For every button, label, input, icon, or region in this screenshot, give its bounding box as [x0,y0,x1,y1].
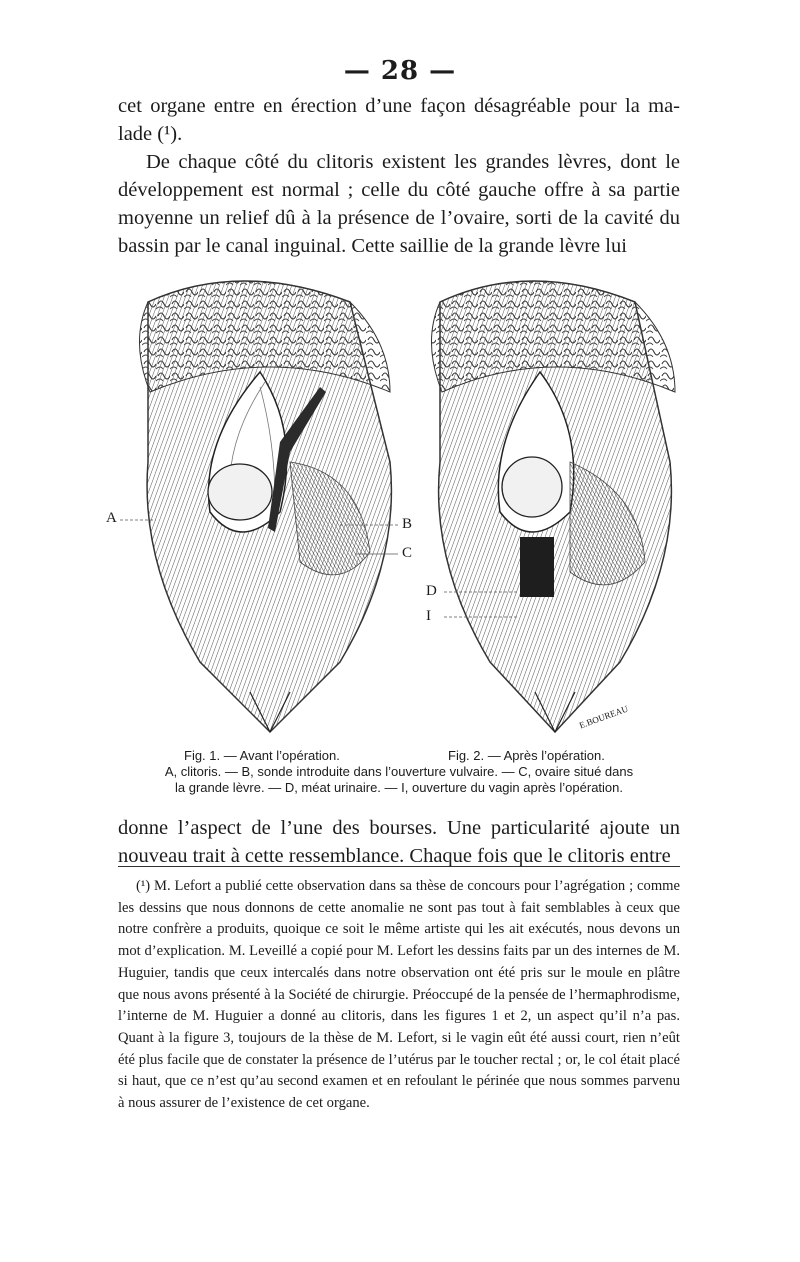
label-a: A [106,510,117,526]
engraving-illustration [100,262,720,742]
label-b: B [402,516,413,532]
footnote-divider [118,866,680,867]
label-i: I [426,608,431,624]
figure-1-drawing [120,281,398,732]
fig1-caption: Fig. 1. — Avant l’opération. [184,748,340,763]
text-line: lade (¹). [118,123,183,145]
body-paragraph-bottom: donne l’aspect de l’une des bourses. Une particularité ajoute un nouveau trait à cette ressemblance. Chaque fois que le clitoris entre [118,817,680,867]
legend-line-1: A, clitoris. — B, sonde introduite dans l’ouverture vulvaire. — C, ovaire situé dans [164,764,634,779]
page-number: — 28 — [343,56,457,86]
label-d: D [426,583,437,599]
body-paragraph-top [118,92,680,260]
footnote-text: (¹) M. Lefort a publié cette observation dans sa thèse de concours pour l’agrégation ; comme les dessins que nous donnons de cette anomalie ne sont pas tout à fait semblables à ceux que notre confrère a produits, quoique ce soit le même artiste qui les ait exécutés, nous devons un mot d’explication. M. Leveillé a copié pour M. Lefort les dessins faits par un des internes de M. Huguier, tandis que ceux intercalés dans notre observation ont été pris sur le moule en plâtre que nous avons présenté à la Société de chirurgie. Préoccupé de la pensée de l’hermaphrodisme, l’interne de M. Huguier a donné au clitoris, dans les figures 1 et 2, un aspect qu’il n’a pas. Quant à la figure 3, toujours de la thèse de M. Lefort, si le vagin eût été aussi court, rien n’eût été plus facile que de constater la présence de l’utérus par le toucher rectal ; or, le col était placé si haut, que ce n’est qu’au second examen et en refoulant le périnée que nous sommes parvenu à nous assurer de l’existence de cet organe. [118,878,680,1112]
label-c: C [402,545,413,561]
anatomical-figure [100,262,720,742]
paragraph: De chaque côté du clitoris existent les grandes lèvres, dont le développement est normal ; celle du côté gauche offre à sa partie moyenne un relief dû à la présence de l’ovaire, sorti de la cavité du bassin par le canal inguinal. Cette saillie de la grande lèvre lui [118,151,680,257]
figure-2-drawing [431,281,675,732]
footnote [118,876,680,1115]
text-line: cet organe entre en érection d’une façon désagréable pour la ma- [118,95,680,117]
figure-titles [118,748,680,764]
legend-line-2: la grande lèvre. — D, méat urinaire. — I, ouverture du vagin après l’opération. [174,780,623,795]
engraver-signature: E.BOUREAU [577,703,630,731]
fig2-caption: Fig. 2. — Après l’opération. [448,748,605,763]
